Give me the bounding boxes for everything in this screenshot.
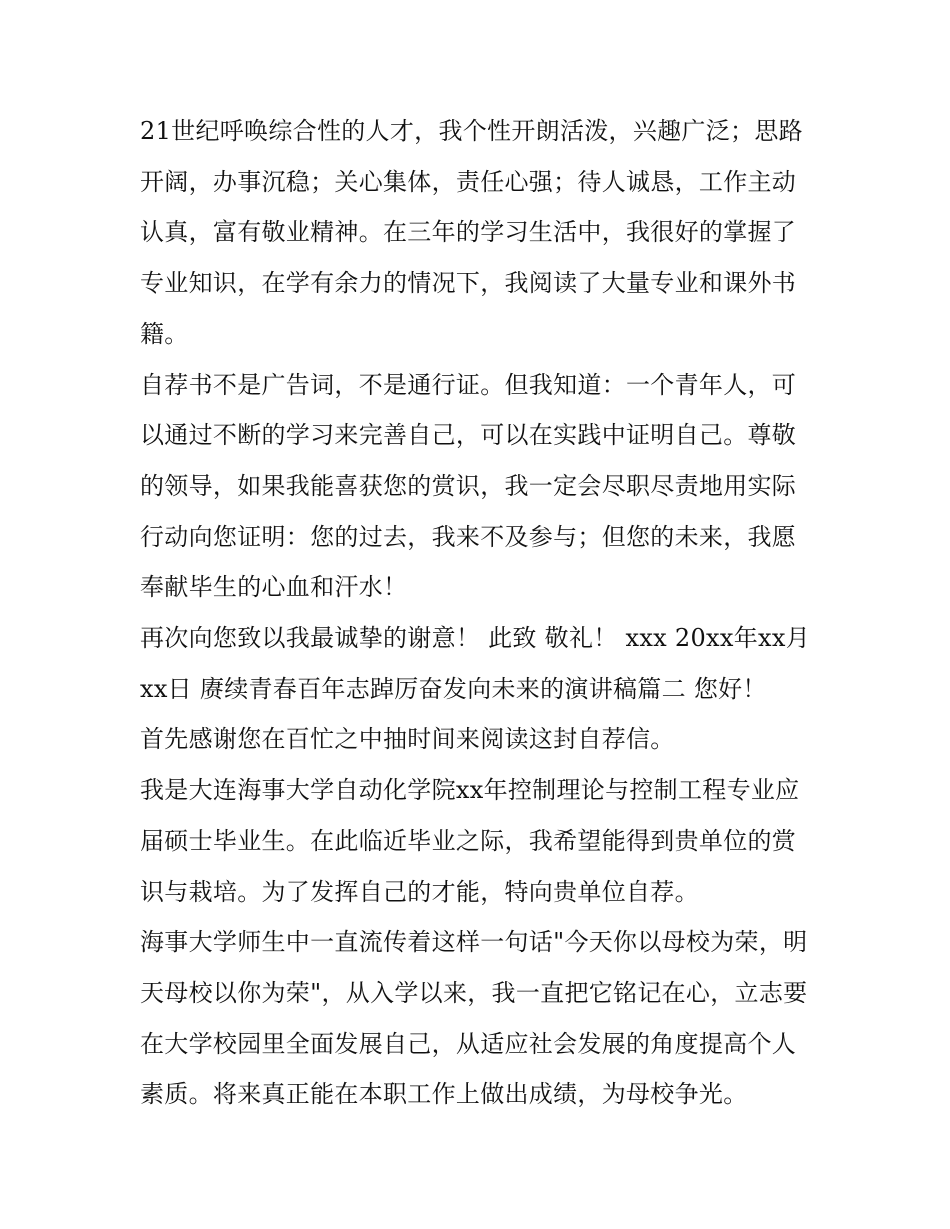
paragraph-commitment: 自荐书不是广告词，不是通行证。但我知道：一个青年人，可以通过不断的学习来完善自己，可以在实践中证明自己。尊敬的领导，如果我能喜获您的赏识，我一定会尽职尽责地用实际行动向您证明：您的过去，我来不及参与；但您的未来，我愿奉献毕生的心血和汗水！ xyxy=(140,370,797,602)
paragraph-thanks: 首先感谢您在百忙之中抽时间来阅读这封自荐信。 xyxy=(140,725,675,754)
paragraph-motto: 海事大学师生中一直流传着这样一句话"今天你以母校为荣，明天母校以你为荣"，从入学以来，我一直把它铭记在心，立志要在大学校园里全面发展自己，从适应社会发展的角度提高个人素质。将来真正能在本职工作上做出成绩，为母校争光。 xyxy=(140,928,808,1109)
document-body xyxy=(140,106,820,1120)
paragraph-self-introduction: 21世纪呼唤综合性的人才，我个性开朗活泼，兴趣广泛；思路开阔，办事沉稳；关心集体，责任心强；待人诚恳，工作主动认真，富有敬业精神。在三年的学习生活中，我很好的掌握了专业知识，在学有余力的情况下，我阅读了大量专业和课外书籍。 xyxy=(140,117,803,348)
paragraph-closing-and-heading: 再次向您致以我最诚挚的谢意！ 此致 敬礼！ xxx 20xx年xx月xx日 赓续青春百年志踔厉奋发向未来的演讲稿篇二 您好！ xyxy=(140,624,810,703)
paragraph-background: 我是大连海事大学自动化学院xx年控制理论与控制工程专业应届硕士毕业生。在此临近毕业之际，我希望能得到贵单位的赏识与栽培。为了发挥自己的才能，特向贵单位自荐。 xyxy=(140,776,800,906)
